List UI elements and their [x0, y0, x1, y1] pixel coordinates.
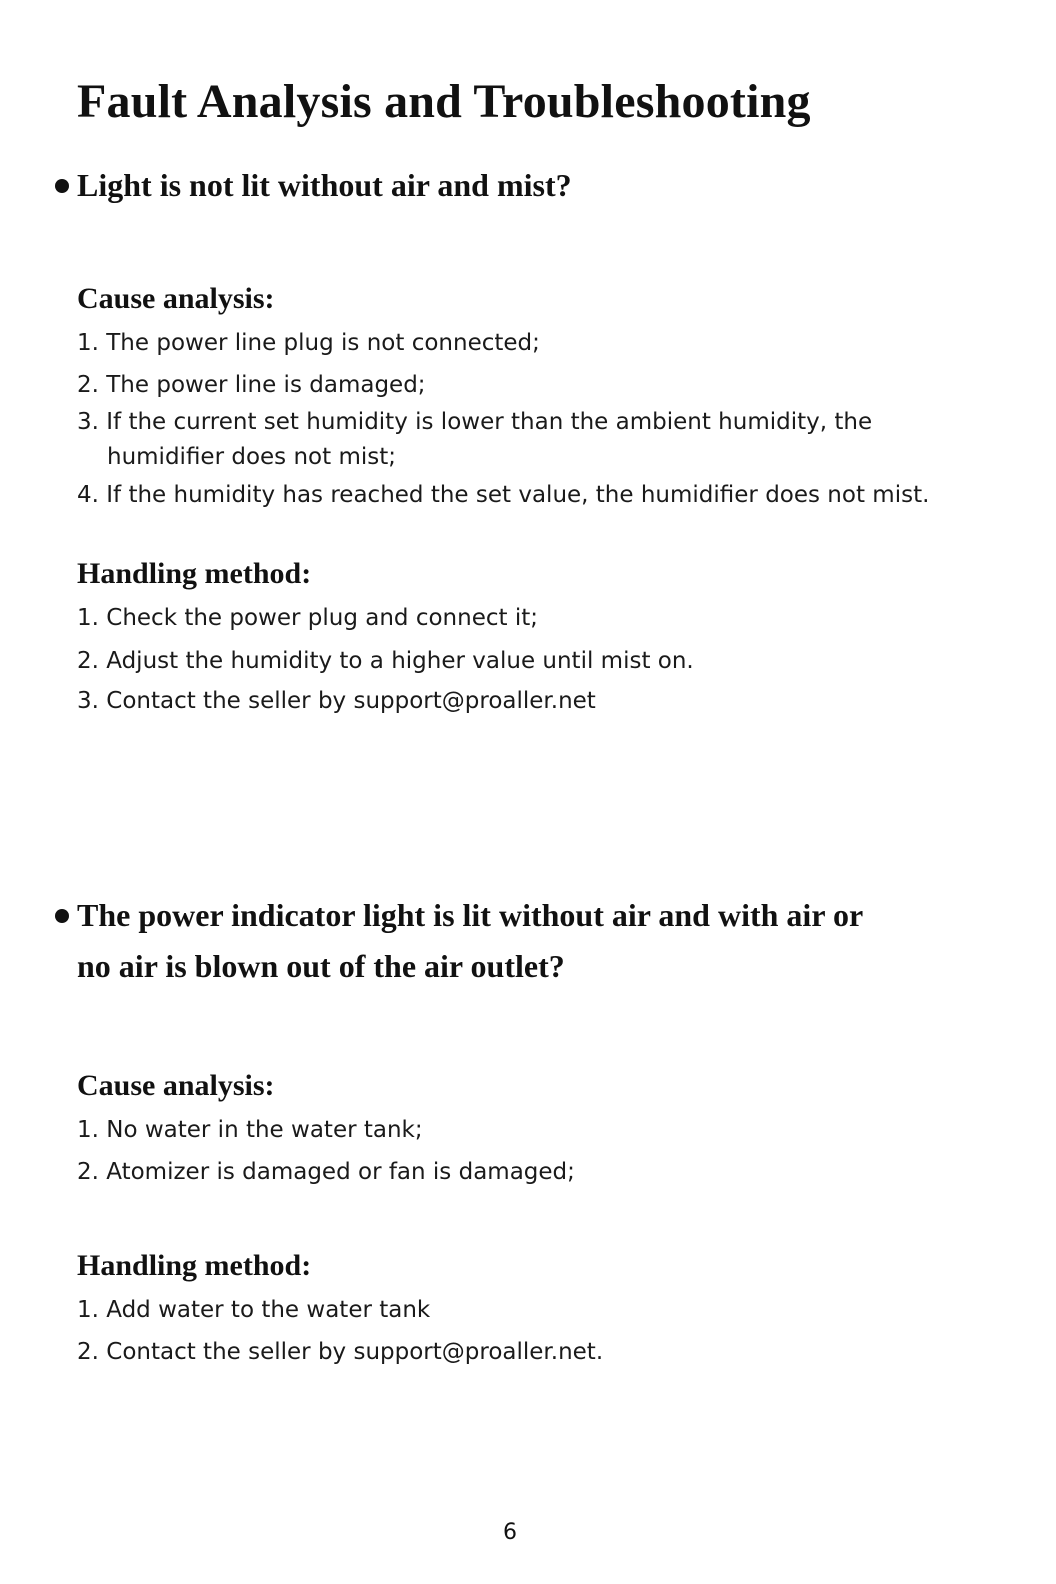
section-1-question: Light is not lit without air and mist?: [77, 167, 572, 203]
page-title: Fault Analysis and Troubleshooting: [77, 75, 811, 128]
section-1-handling-heading: Handling method:: [77, 557, 312, 590]
section-1-handling-1: 1. Check the power plug and connect it;: [77, 605, 538, 631]
page-number: 6: [503, 1520, 517, 1545]
section-2-question: [77, 890, 1007, 992]
section-2-cause-heading: Cause analysis:: [77, 1069, 275, 1102]
section-2-cause-1: 1. No water in the water tank;: [77, 1117, 423, 1143]
section-2-cause-2: 2. Atomizer is damaged or fan is damaged;: [77, 1159, 575, 1185]
section-1-cause-3-line2: humidifier does not mist;: [107, 444, 396, 470]
section-1-cause-heading: Cause analysis:: [77, 282, 275, 315]
section-1-cause-4: 4. If the humidity has reached the set value, the humidifier does not mist.: [77, 482, 930, 508]
bullet-icon: [55, 909, 69, 923]
section-1-cause-2: 2. The power line is damaged;: [77, 372, 426, 398]
section-2-handling-2: 2. Contact the seller by support@proaller.net.: [77, 1339, 604, 1365]
section-2-handling-heading: Handling method:: [77, 1249, 312, 1282]
section-1-handling-3: 3. Contact the seller by support@proaller.net: [77, 688, 596, 714]
section-1-cause-3: [77, 405, 977, 475]
section-1-cause-3-line1: 3. If the current set humidity is lower than the ambient humidity, the: [77, 409, 873, 435]
section-1-cause-1: 1. The power line plug is not connected;: [77, 330, 540, 356]
section-2-handling-1: 1. Add water to the water tank: [77, 1297, 431, 1323]
section-2-question-line2: no air is blown out of the air outlet?: [77, 948, 565, 984]
section-1-handling-2: 2. Adjust the humidity to a higher value until mist on.: [77, 648, 694, 674]
section-2-question-line1: The power indicator light is lit without air and with air or: [77, 897, 864, 933]
bullet-icon: [55, 179, 69, 193]
